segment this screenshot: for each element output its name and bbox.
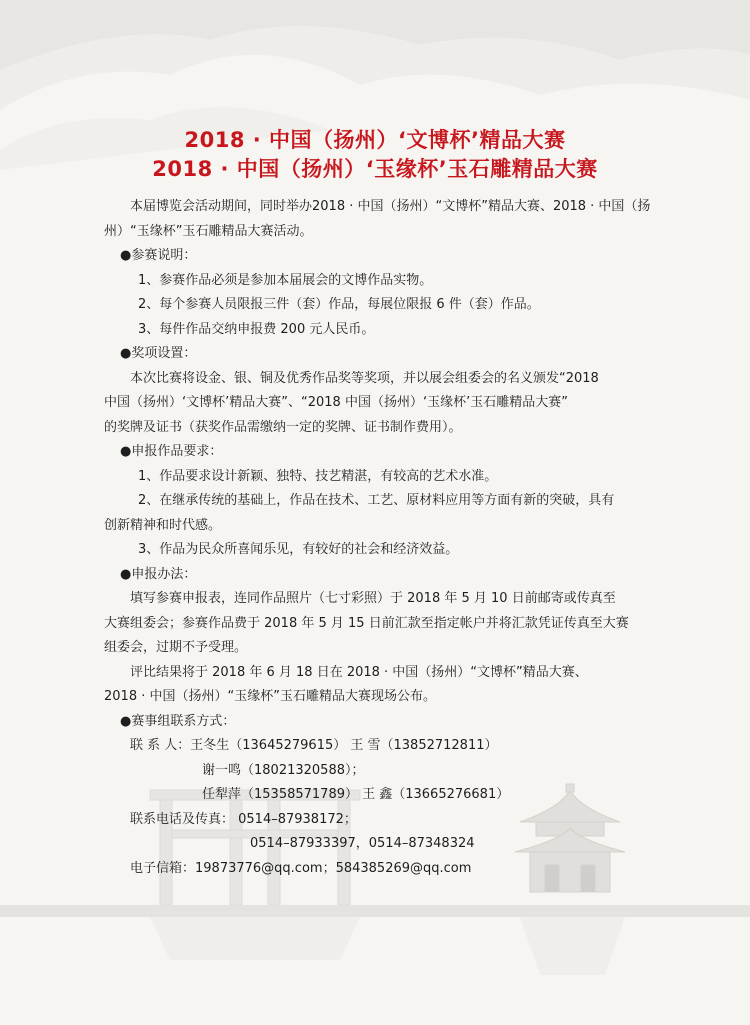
contact-persons-cont: 谢一鸣（18021320588）； bbox=[202, 762, 365, 778]
section-heading-participation: ●参赛说明： bbox=[120, 248, 197, 263]
result-paragraph: 评比结果将于 2018 年 6 月 18 日在 2018 · 中国（扬州）“文博杯”精品大赛、 bbox=[130, 664, 588, 680]
intro-paragraph-cont: 州）“玉缘杯”玉石雕精品大赛活动。 bbox=[104, 223, 313, 239]
awards-paragraph-cont: 的奖牌及证书（获奖作品需缴纳一定的奖牌、证书制作费用）。 bbox=[104, 419, 462, 435]
intro-paragraph: 本届博览会活动期间，同时举办2018 · 中国（扬州）“文博杯”精品大赛、2018 · 中国（扬 bbox=[130, 199, 651, 214]
requirement-item: 1、作品要求设计新颖、独特、技艺精湛，有较高的艺术水准。 bbox=[138, 468, 498, 484]
section-heading-awards: ●奖项设置： bbox=[120, 346, 197, 361]
section-heading-application: ●申报办法： bbox=[120, 566, 197, 582]
requirement-item: 3、作品为民众所喜闻乐见，有较好的社会和经济效益。 bbox=[138, 542, 459, 557]
page-title-line-1: 2018 · 中国（扬州）‘文博杯’精品大赛 bbox=[184, 128, 566, 152]
contact-phone-cont: 0514–87933397，0514–87348324 bbox=[250, 836, 475, 851]
participation-item: 2、每个参赛人员限报三件（套）作品，每展位限报 6 件（套）作品。 bbox=[138, 297, 540, 312]
application-paragraph-cont: 大赛组委会；参赛作品费于 2018 年 5 月 15 日前汇款至指定帐户并将汇款凭证传真至大赛 bbox=[104, 615, 629, 631]
application-paragraph: 填写参赛申报表，连同作品照片（七寸彩照）于 2018 年 5 月 10 日前邮寄或传真至 bbox=[130, 591, 616, 606]
requirement-item-cont: 创新精神和时代感。 bbox=[104, 517, 222, 533]
contact-persons: 联 系 人：王冬生（13645279615） 王 雪（13852712811） bbox=[130, 738, 498, 753]
contact-email: 电子信箱：19873776@qq.com；584385269@qq.com bbox=[130, 860, 472, 876]
section-heading-requirements: ●申报作品要求： bbox=[120, 444, 223, 459]
result-paragraph-cont: 2018 · 中国（扬州）“玉缘杯”玉石雕精品大赛现场公布。 bbox=[104, 689, 436, 704]
contact-persons-cont: 任犁萍（15358571789） 王 鑫（13665276681） bbox=[202, 787, 510, 802]
contact-phone: 联系电话及传真： 0514–87938172； bbox=[130, 811, 357, 827]
participation-item: 3、每件作品交纳申报费 200 元人民币。 bbox=[138, 321, 375, 337]
awards-paragraph: 本次比赛将设金、银、铜及优秀作品奖等奖项，并以展会组委会的名义颁发“2018 bbox=[130, 370, 599, 386]
page-title-line-2: 2018 · 中国（扬州）‘玉缘杯’玉石雕精品大赛 bbox=[152, 157, 598, 181]
application-paragraph-cont: 组委会，过期不予受理。 bbox=[104, 640, 248, 655]
awards-paragraph-cont: 中国（扬州）‘文博杯’精品大赛”、“2018 中国（扬州）‘玉缘杯’玉石雕精品大赛” bbox=[104, 395, 568, 410]
document-body bbox=[104, 195, 664, 881]
requirement-item: 2、在继承传统的基础上，作品在技术、工艺、原材料应用等方面有新的突破，具有 bbox=[138, 493, 615, 508]
participation-item: 1、参赛作品必须是参加本届展会的文博作品实物。 bbox=[138, 272, 433, 288]
section-heading-contact: ●赛事组联系方式： bbox=[120, 713, 236, 729]
